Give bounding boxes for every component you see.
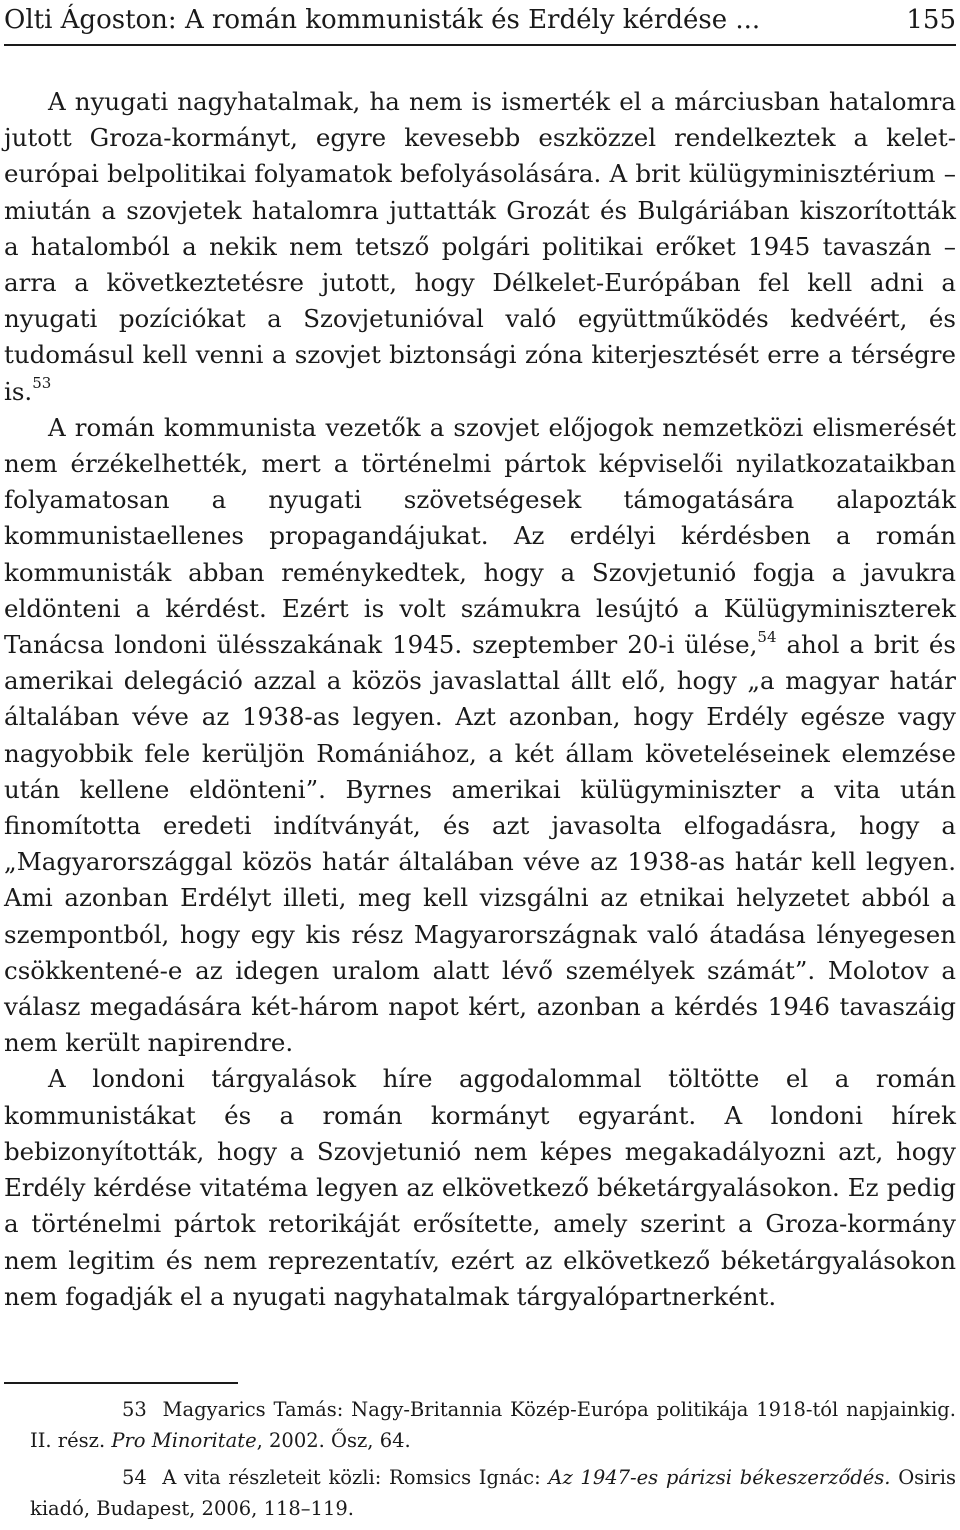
running-header-title: Olti Ágoston: A román kommunisták és Erdély kérdése ... (4, 5, 761, 35)
footnote-54-number: 54 (122, 1466, 147, 1489)
header-rule (4, 44, 956, 46)
footnote-53-text-b: , 2002. Ősz, 64. (256, 1429, 411, 1452)
footnote-54-text-a: A vita részleteit közli: Romsics Ignác: (162, 1466, 549, 1489)
footnote-54-text-b: Osiris kiadó, Budapest, 2006, 118–119. (30, 1466, 956, 1520)
paragraph-1 (4, 84, 956, 410)
paragraph-1-text: A nyugati nagyhatalmak, ha nem is ismerték el a márciusban hatalomra jutott Groza-kormányt, egyre kevesebb eszközzel rendelkeztek a kelet-európai belpolitikai folyamatok befolyásolására. A brit külügyminisztérium – miután a szovjetek hatalomra juttatták Grozát és Bulgáriában kiszorították a hatalomból a nekik nem tetsző polgári politikai erőket 1945 tavaszán – arra a következtetésre jutott, hogy Délkelet-Európában fel kell adni a nyugati pozíciókat a Szovjetunióval való együttműködés kedvéért, és tudomásul kell venni a szovjet biztonsági zóna kiterjesztését erre a térségre is. (4, 87, 956, 406)
paragraph-2-text-a: A román kommunista vezetők a szovjet előjogok nemzetközi elismerését nem érzékelhették, mert a történelmi pártok képviselői nyilatkozataikban folyamatosan a nyugati szövetségesek támogatására alapozták kommunistaellenes propagandájukat. Az erdélyi kérdésben a román kommunisták abban reménykedtek, hogy a Szovjetunió fogja a javukra eldönteni a kérdést. Ezért is volt számukra lesújtó a Külügyminiszterek Tanácsa londoni ülésszakának 1945. szeptember 20-i ülése, (4, 412, 956, 660)
paragraph-3-text: A londoni tárgyalások híre aggodalommal töltötte el a román kommunistákat és a román kormányt egyaránt. A londoni hírek bebizonyították, hogy a Szovjetunió nem képes megakadályozni azt, hogy Erdély kérdése vitatéma legyen az elkövetkező béketárgyalásokon. Ez pedig a történelmi pártok retorikáját erősítette, amely szerint a Groza-kormány nem legitim és nem reprezentatív, ezért az elkövetkező béketárgyalásokon nem fogadják el a nyugati nagyhatalmak tárgyalópartnerként. (4, 1064, 956, 1311)
paragraph-2-text-b: ahol a brit és amerikai delegáció azzal a közös javaslattal állt elő, hogy „a magyar határ általában véve az 1938-as legyen. Azt azonban, hogy Erdély egésze vagy nagyobbik fele kerüljön Romániához, a két állam követeléseinek elemzése után kellene eldönteni”. Byrnes amerikai külügyminiszter a vita után finomította eredeti indítványát, és azt javasolta elfogadásra, hogy a „Magyarországgal közös határ általában véve az 1938-as határ kell legyen. Ami azonban Erdélyt illeti, meg kell vizsgálni az etnikai helyzetet abból a szempontból, hogy egy kis rész Magyarországnak való átadása lényegesen csökkentené-e az idegen uralom alatt lévő személyek számát”. Molotov a válasz megadására két-három napot kért, azonban a kérdés 1946 tavaszáig nem került napirendre. (4, 630, 956, 1058)
paragraph-2 (4, 410, 956, 1062)
footnote-rule (4, 1382, 238, 1384)
footnotes (30, 1394, 956, 1530)
main-text (4, 84, 956, 1315)
footnote-54-italic: Az 1947-es párizsi békeszerződés. (548, 1466, 891, 1489)
page-number: 155 (906, 5, 956, 35)
footnote-53-number: 53 (122, 1398, 147, 1421)
footnote-54 (30, 1462, 956, 1524)
footnote-ref-53: 53 (32, 374, 52, 393)
footnote-53 (30, 1394, 956, 1456)
footnote-ref-54: 54 (757, 627, 777, 646)
footnote-53-text-a: Magyarics Tamás: Nagy-Britannia Közép-Európa politikája 1918-tól napjainkig. II. rész. (30, 1398, 956, 1452)
running-header (4, 0, 956, 40)
paragraph-3 (4, 1061, 956, 1314)
footnote-53-italic: Pro Minoritate (111, 1429, 257, 1452)
